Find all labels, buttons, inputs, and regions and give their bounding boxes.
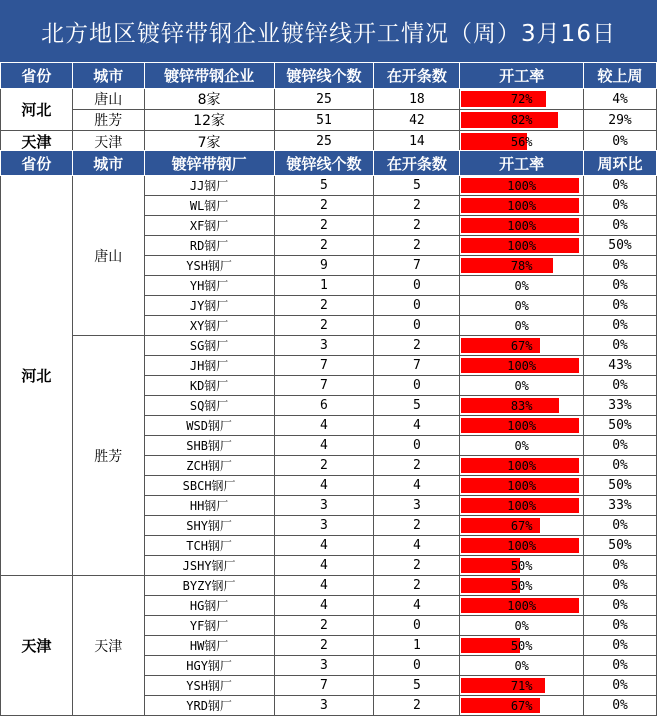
open-count-cell: 0 — [374, 436, 460, 456]
change-cell: 33% — [584, 496, 657, 516]
mill-name-cell: HGY钢厂 — [144, 656, 274, 676]
mill-name-cell: SG钢厂 — [144, 336, 274, 356]
detail-header-cell: 在开条数 — [374, 151, 460, 176]
rate-cell — [460, 496, 584, 516]
mill-name-cell: YSH钢厂 — [144, 676, 274, 696]
open-count-cell: 3 — [374, 496, 460, 516]
mill-name-cell: SHY钢厂 — [144, 516, 274, 536]
open-count-cell: 1 — [374, 636, 460, 656]
mill-name-cell: ZCH钢厂 — [144, 456, 274, 476]
line-count-cell: 5 — [274, 176, 374, 196]
change-cell: 0% — [584, 131, 657, 153]
open-count-cell: 0 — [374, 276, 460, 296]
line-count-cell: 25 — [274, 131, 374, 153]
province-cell: 天津 — [1, 576, 73, 716]
rate-cell — [460, 696, 584, 716]
mill-name-cell: KD钢厂 — [144, 376, 274, 396]
rate-label: 100% — [507, 498, 537, 513]
mill-name-cell: SBCH钢厂 — [144, 476, 274, 496]
line-count-cell: 4 — [274, 556, 374, 576]
open-count-cell: 0 — [374, 616, 460, 636]
open-count-cell: 2 — [374, 696, 460, 716]
mill-name-cell: YF钢厂 — [144, 616, 274, 636]
rate-label: 50% — [510, 558, 533, 573]
open-count-cell: 2 — [374, 196, 460, 216]
change-cell: 50% — [584, 416, 657, 436]
open-count-cell: 7 — [374, 356, 460, 376]
open-count-cell: 42 — [374, 110, 460, 131]
city-cell: 天津 — [72, 576, 144, 716]
company-count-cell: 8家 — [144, 89, 274, 110]
mill-name-cell: RD钢厂 — [144, 236, 274, 256]
open-count-cell: 2 — [374, 576, 460, 596]
mill-name-cell: JSHY钢厂 — [144, 556, 274, 576]
change-cell: 0% — [584, 556, 657, 576]
rate-cell — [460, 436, 584, 456]
rate-cell — [460, 636, 584, 656]
mill-name-cell: JJ钢厂 — [144, 176, 274, 196]
mill-name-cell: SQ钢厂 — [144, 396, 274, 416]
rate-cell — [460, 536, 584, 556]
rate-cell — [460, 556, 584, 576]
mill-name-cell: SHB钢厂 — [144, 436, 274, 456]
change-cell: 0% — [584, 196, 657, 216]
rate-cell — [460, 276, 584, 296]
rate-label: 0% — [514, 298, 529, 313]
city-cell: 唐山 — [72, 89, 144, 110]
open-count-cell: 0 — [374, 656, 460, 676]
change-cell: 50% — [584, 536, 657, 556]
rate-cell — [460, 376, 584, 396]
detail-header-cell: 镀锌带钢厂 — [144, 151, 274, 176]
change-cell: 0% — [584, 696, 657, 716]
rate-cell — [460, 656, 584, 676]
rate-label: 71% — [510, 678, 533, 693]
open-count-cell: 4 — [374, 536, 460, 556]
change-cell: 50% — [584, 476, 657, 496]
change-cell: 0% — [584, 336, 657, 356]
rate-label: 0% — [514, 278, 529, 293]
summary-header-cell: 镀锌带钢企业 — [144, 63, 274, 89]
open-count-cell: 4 — [374, 476, 460, 496]
mill-name-cell: HW钢厂 — [144, 636, 274, 656]
change-cell: 0% — [584, 316, 657, 336]
line-count-cell: 2 — [274, 196, 374, 216]
rate-label: 100% — [507, 458, 537, 473]
open-count-cell: 2 — [374, 556, 460, 576]
change-cell: 0% — [584, 636, 657, 656]
line-count-cell: 4 — [274, 416, 374, 436]
rate-cell — [460, 176, 584, 196]
detail-header-cell: 开工率 — [460, 151, 584, 176]
mill-name-cell: YH钢厂 — [144, 276, 274, 296]
line-count-cell: 2 — [274, 616, 374, 636]
summary-header-cell: 开工率 — [460, 63, 584, 89]
summary-header-row — [1, 63, 657, 89]
change-cell: 0% — [584, 656, 657, 676]
page-title: 北方地区镀锌带钢企业镀锌线开工情况（周）3月16日 — [0, 0, 657, 62]
mill-row — [1, 336, 657, 356]
rate-label: 0% — [514, 618, 529, 633]
rate-cell — [460, 196, 584, 216]
city-cell: 唐山 — [72, 176, 144, 336]
line-count-cell: 1 — [274, 276, 374, 296]
rate-label: 100% — [507, 538, 537, 553]
line-count-cell: 2 — [274, 236, 374, 256]
mill-name-cell: TCH钢厂 — [144, 536, 274, 556]
line-count-cell: 2 — [274, 296, 374, 316]
rate-label: 72% — [510, 92, 533, 106]
summary-header-cell: 城市 — [72, 63, 144, 89]
change-cell: 4% — [584, 89, 657, 110]
mill-name-cell: JY钢厂 — [144, 296, 274, 316]
change-cell: 50% — [584, 236, 657, 256]
rate-cell — [460, 616, 584, 636]
line-count-cell: 2 — [274, 216, 374, 236]
rate-cell — [460, 596, 584, 616]
mill-name-cell: BYZY钢厂 — [144, 576, 274, 596]
change-cell: 0% — [584, 276, 657, 296]
rate-cell — [460, 356, 584, 376]
change-cell: 43% — [584, 356, 657, 376]
rate-cell — [460, 216, 584, 236]
rate-label: 0% — [514, 378, 529, 393]
change-cell: 0% — [584, 436, 657, 456]
open-count-cell: 2 — [374, 516, 460, 536]
rate-label: 100% — [507, 238, 537, 253]
change-cell: 0% — [584, 676, 657, 696]
rate-label: 67% — [510, 698, 533, 713]
open-count-cell: 2 — [374, 236, 460, 256]
detail-header-row — [1, 151, 657, 176]
line-count-cell: 25 — [274, 89, 374, 110]
province-cell: 河北 — [1, 89, 73, 131]
change-cell: 0% — [584, 296, 657, 316]
rate-label: 56% — [510, 134, 533, 149]
company-count-cell: 7家 — [144, 131, 274, 153]
mill-name-cell: JH钢厂 — [144, 356, 274, 376]
line-count-cell: 7 — [274, 376, 374, 396]
open-count-cell: 18 — [374, 89, 460, 110]
open-count-cell: 4 — [374, 596, 460, 616]
rate-label: 78% — [510, 258, 533, 273]
rate-label: 67% — [510, 338, 533, 353]
open-count-cell: 2 — [374, 456, 460, 476]
change-cell: 0% — [584, 576, 657, 596]
line-count-cell: 3 — [274, 696, 374, 716]
rate-cell — [460, 336, 584, 356]
line-count-cell: 6 — [274, 396, 374, 416]
summary-header-cell: 省份 — [1, 63, 73, 89]
rate-cell — [460, 396, 584, 416]
change-cell: 0% — [584, 216, 657, 236]
line-count-cell: 2 — [274, 316, 374, 336]
province-cell: 天津 — [1, 131, 73, 153]
open-count-cell: 0 — [374, 376, 460, 396]
open-count-cell: 0 — [374, 296, 460, 316]
rate-cell — [460, 316, 584, 336]
open-count-cell: 5 — [374, 396, 460, 416]
rate-cell — [460, 476, 584, 496]
rate-label: 50% — [510, 638, 533, 653]
mill-name-cell: XY钢厂 — [144, 316, 274, 336]
rate-cell — [460, 576, 584, 596]
rate-label: 82% — [510, 113, 533, 127]
rate-label: 50% — [510, 578, 533, 593]
change-cell: 0% — [584, 616, 657, 636]
line-count-cell: 3 — [274, 336, 374, 356]
summary-row — [1, 89, 657, 110]
detail-header-cell: 省份 — [1, 151, 73, 176]
line-count-cell: 2 — [274, 456, 374, 476]
rate-cell — [460, 416, 584, 436]
mill-name-cell: YRD钢厂 — [144, 696, 274, 716]
detail-table — [0, 150, 657, 716]
line-count-cell: 9 — [274, 256, 374, 276]
change-cell: 0% — [584, 516, 657, 536]
line-count-cell: 3 — [274, 496, 374, 516]
rate-cell — [460, 89, 584, 110]
rate-label: 100% — [507, 178, 537, 193]
rate-cell — [460, 256, 584, 276]
line-count-cell: 3 — [274, 656, 374, 676]
province-cell: 河北 — [1, 176, 73, 576]
rate-label: 0% — [514, 438, 529, 453]
rate-cell — [460, 456, 584, 476]
summary-table — [0, 62, 657, 153]
rate-label: 100% — [507, 418, 537, 433]
mill-name-cell: WL钢厂 — [144, 196, 274, 216]
line-count-cell: 7 — [274, 676, 374, 696]
rate-label: 0% — [514, 658, 529, 673]
mill-name-cell: HH钢厂 — [144, 496, 274, 516]
rate-label: 100% — [507, 198, 537, 213]
open-count-cell: 5 — [374, 676, 460, 696]
line-count-cell: 4 — [274, 476, 374, 496]
detail-header-cell: 城市 — [72, 151, 144, 176]
line-count-cell: 3 — [274, 516, 374, 536]
rate-cell — [460, 110, 584, 131]
mill-row — [1, 576, 657, 596]
line-count-cell: 51 — [274, 110, 374, 131]
mill-name-cell: HG钢厂 — [144, 596, 274, 616]
open-count-cell: 0 — [374, 316, 460, 336]
line-count-cell: 7 — [274, 356, 374, 376]
change-cell: 0% — [584, 256, 657, 276]
summary-header-cell: 镀锌线个数 — [274, 63, 374, 89]
open-count-cell: 2 — [374, 336, 460, 356]
detail-header-cell: 周环比 — [584, 151, 657, 176]
rate-cell — [460, 296, 584, 316]
line-count-cell: 4 — [274, 576, 374, 596]
rate-label: 0% — [514, 318, 529, 333]
line-count-cell: 4 — [274, 436, 374, 456]
rate-label: 100% — [507, 218, 537, 233]
change-cell: 29% — [584, 110, 657, 131]
rate-label: 83% — [510, 398, 533, 413]
city-cell: 胜芳 — [72, 110, 144, 131]
rate-label: 100% — [507, 598, 537, 613]
city-cell: 天津 — [72, 131, 144, 153]
company-count-cell: 12家 — [144, 110, 274, 131]
rate-cell — [460, 516, 584, 536]
summary-header-cell: 较上周 — [584, 63, 657, 89]
open-count-cell: 14 — [374, 131, 460, 153]
rate-cell — [460, 236, 584, 256]
open-count-cell: 4 — [374, 416, 460, 436]
change-cell: 0% — [584, 456, 657, 476]
mill-name-cell: YSH钢厂 — [144, 256, 274, 276]
change-cell: 0% — [584, 596, 657, 616]
rate-label: 100% — [507, 358, 537, 373]
open-count-cell: 7 — [374, 256, 460, 276]
line-count-cell: 4 — [274, 536, 374, 556]
rate-cell — [460, 676, 584, 696]
mill-name-cell: XF钢厂 — [144, 216, 274, 236]
mill-row — [1, 176, 657, 196]
rate-label: 67% — [510, 518, 533, 533]
detail-header-cell: 镀锌线个数 — [274, 151, 374, 176]
rate-label: 100% — [507, 478, 537, 493]
mill-name-cell: WSD钢厂 — [144, 416, 274, 436]
summary-header-cell: 在开条数 — [374, 63, 460, 89]
open-count-cell: 2 — [374, 216, 460, 236]
open-count-cell: 5 — [374, 176, 460, 196]
city-cell: 胜芳 — [72, 336, 144, 576]
change-cell: 33% — [584, 396, 657, 416]
line-count-cell: 2 — [274, 636, 374, 656]
change-cell: 0% — [584, 376, 657, 396]
line-count-cell: 4 — [274, 596, 374, 616]
change-cell: 0% — [584, 176, 657, 196]
summary-row — [1, 110, 657, 131]
